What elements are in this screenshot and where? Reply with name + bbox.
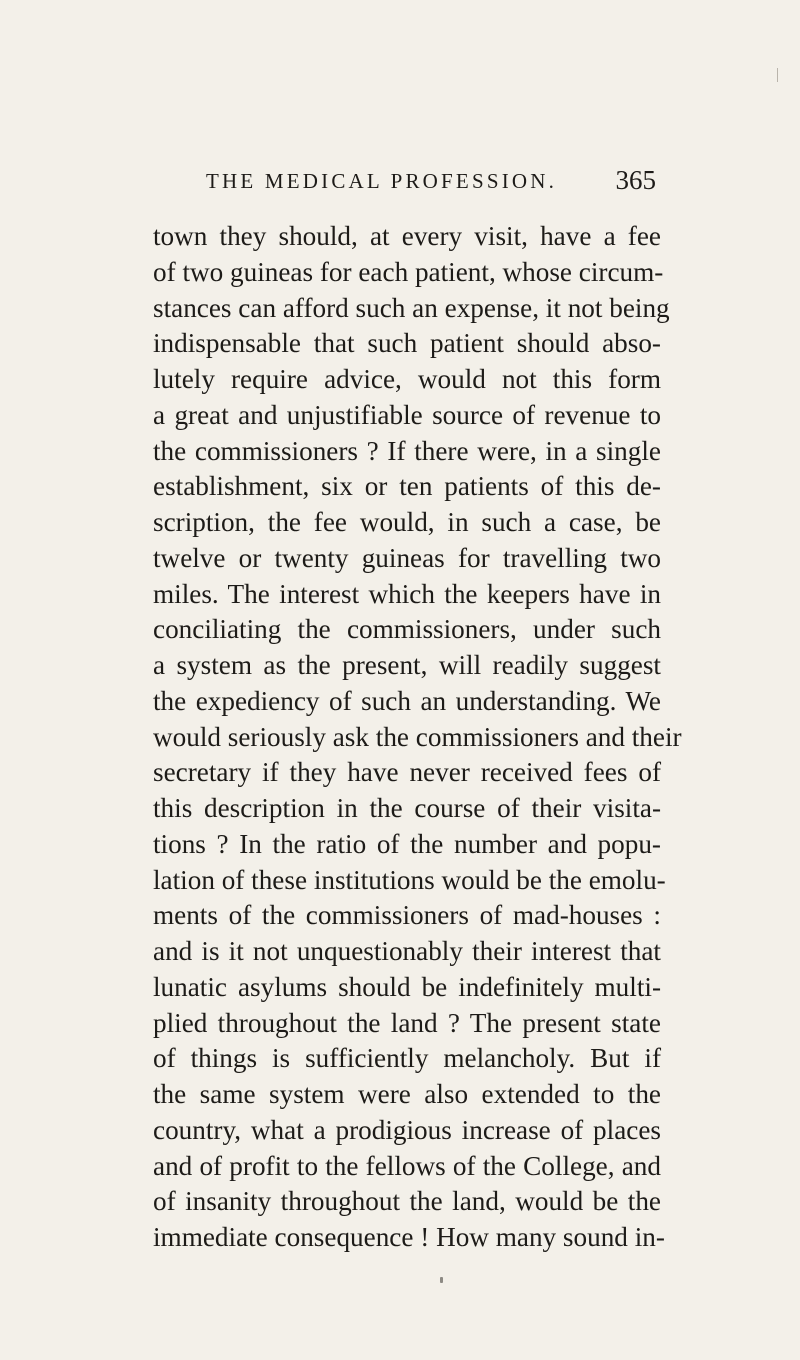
text-line-27: and of profit to the fellows of the College, and bbox=[153, 1150, 661, 1181]
text-line-25: the same system were also extended to the bbox=[153, 1079, 661, 1109]
text-line-10: twelve or twenty guineas for travelling two bbox=[153, 542, 661, 573]
text-line-14: the expediency of such an understanding. We bbox=[153, 685, 661, 716]
text-line-23: plied throughout the land ? The present state bbox=[153, 1007, 661, 1038]
text-line-26: country, what a prodigious increase of places bbox=[153, 1114, 661, 1145]
running-head bbox=[206, 165, 656, 199]
text-line-28: of insanity throughout the land, would be the bbox=[153, 1186, 661, 1217]
text-line-13: a system as the present, will readily suggest bbox=[153, 650, 661, 680]
text-line-19: lation of these institutions would be the emolu- bbox=[153, 864, 666, 895]
text-line-11: miles. The interest which the keepers have in bbox=[153, 578, 661, 609]
paper-mark bbox=[777, 68, 778, 82]
body-text bbox=[153, 219, 682, 1256]
ink-speck bbox=[440, 1277, 443, 1283]
text-line-2: of two guineas for each patient, whose circum- bbox=[153, 256, 664, 287]
text-line-4: indispensable that such patient should abso- bbox=[153, 328, 661, 359]
text-line-1: town they should, at every visit, have a fee bbox=[153, 221, 661, 251]
text-line-3: stances can afford such an expense, it not being bbox=[153, 292, 670, 323]
text-line-8: establishment, six or ten patients of this de- bbox=[153, 471, 661, 502]
running-title: THE MEDICAL PROFESSION. bbox=[206, 169, 558, 193]
text-line-18: tions ? In the ratio of the number and popu- bbox=[153, 828, 661, 859]
page-number: 365 bbox=[615, 165, 656, 195]
text-line-20: ments of the commissioners of mad-houses : bbox=[153, 900, 661, 931]
text-line-6: a great and unjustifiable source of revenue to bbox=[153, 399, 661, 430]
text-line-16: secretary if they have never received fees of bbox=[153, 757, 661, 788]
text-line-9: scription, the fee would, in such a case, be bbox=[153, 507, 661, 537]
text-line-29: immediate consequence ! How many sound in- bbox=[153, 1222, 665, 1252]
text-line-12: conciliating the commissioners, under such bbox=[153, 614, 661, 645]
text-line-5: lutely require advice, would not this form bbox=[153, 364, 661, 394]
text-line-17: this description in the course of their visita- bbox=[153, 793, 661, 823]
text-line-7: the commissioners ? If there were, in a single bbox=[153, 435, 661, 466]
text-line-21: and is it not unquestionably their interest that bbox=[153, 936, 661, 966]
text-line-22: lunatic asylums should be indefinitely multi- bbox=[153, 971, 661, 1002]
text-line-24: of things is sufficiently melancholy. But if bbox=[153, 1043, 661, 1074]
text-line-15: would seriously ask the commissioners and their bbox=[153, 721, 682, 752]
